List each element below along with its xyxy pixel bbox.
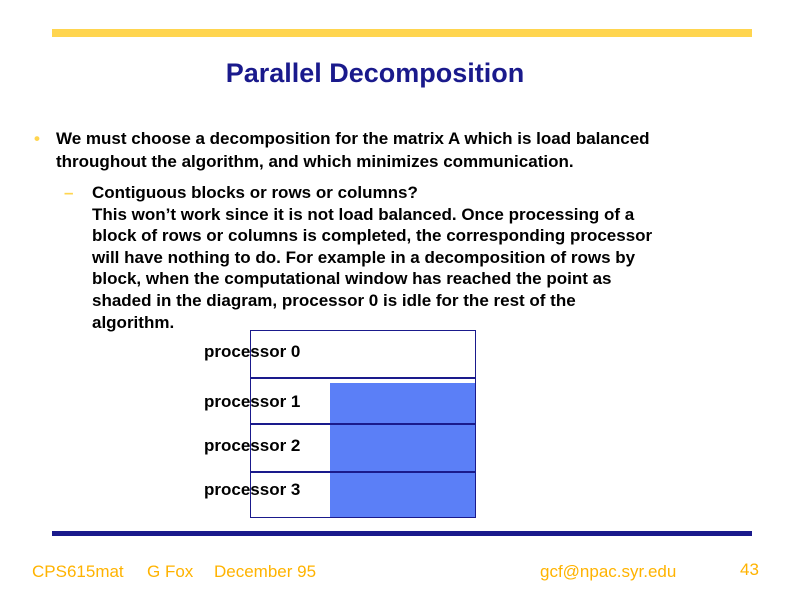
footer-email: gcf@npac.syr.edu bbox=[540, 562, 677, 581]
footer-author: G Fox bbox=[147, 562, 194, 581]
footer-date: December 95 bbox=[214, 562, 317, 581]
processor-1-label: processor 1 bbox=[204, 392, 301, 411]
bottom-rule bbox=[52, 531, 752, 536]
bullet-dot-icon: • bbox=[34, 129, 40, 148]
sub-bullet-line: algorithm. bbox=[92, 312, 175, 332]
bullet-text bbox=[56, 127, 734, 173]
sub-bullet-line: block, when the computational window has reached the point as bbox=[92, 269, 612, 289]
sub-bullet bbox=[64, 182, 724, 333]
sub-bullet-line: Contiguous blocks or rows or columns? bbox=[92, 183, 418, 202]
sub-bullet-line: This won’t work since it is not load balanced. Once processing of a bbox=[92, 204, 635, 224]
footer-course: CPS615mat bbox=[32, 562, 124, 581]
sub-bullet-text bbox=[92, 182, 724, 333]
top-rule bbox=[52, 29, 752, 37]
slide-title: Parallel Decomposition bbox=[225, 58, 525, 88]
dash-marker: – bbox=[64, 183, 74, 202]
processor-3-label: processor 3 bbox=[204, 480, 301, 499]
page-number: 43 bbox=[740, 560, 759, 579]
row-divider bbox=[251, 423, 475, 425]
sub-bullet-line: shaded in the diagram, processor 0 is idle for the rest of the bbox=[92, 290, 576, 310]
shaded-region bbox=[330, 383, 475, 517]
bullet-line: We must choose a decomposition for the matrix A which is load balanced bbox=[56, 129, 650, 148]
sub-bullet-line: will have nothing to do. For example in a decomposition of rows by bbox=[92, 247, 636, 267]
main-bullet bbox=[34, 127, 734, 173]
bullet-line: throughout the algorithm, and which minimizes communication. bbox=[56, 152, 574, 171]
row-divider bbox=[251, 471, 475, 473]
processor-0-label: processor 0 bbox=[204, 342, 301, 361]
processor-2-label: processor 2 bbox=[204, 436, 301, 455]
row-divider bbox=[251, 377, 475, 379]
sub-bullet-line: block of rows or columns is completed, the corresponding processor bbox=[92, 226, 653, 246]
